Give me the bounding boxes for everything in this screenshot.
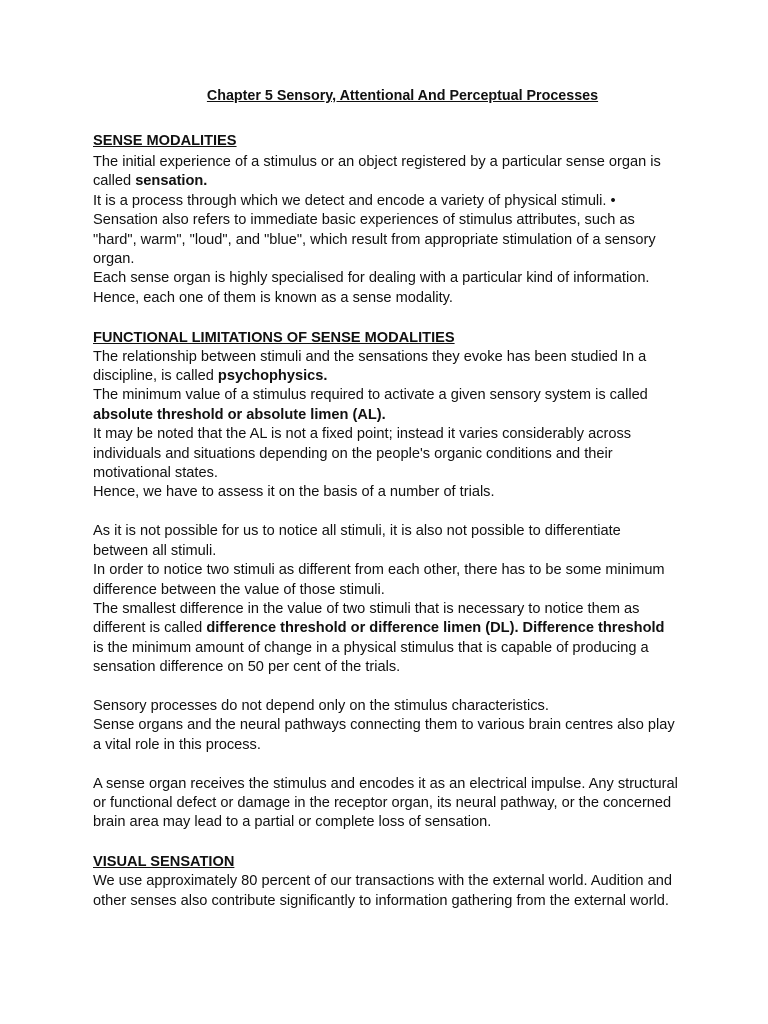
paragraph: [93, 348, 678, 387]
section-heading-visual-sensation: VISUAL SENSATION: [93, 854, 235, 871]
paragraph-text: The minimum value of a stimulus required to activate a given sensory system is called: [93, 387, 648, 404]
paragraph: [93, 153, 678, 192]
paragraph: In order to notice two stimuli as different from each other, there has to be some minimum difference between the value of those stimuli.: [93, 562, 665, 598]
document-title: Chapter 5 Sensory, Attentional And Perceptual Processes: [206, 88, 599, 104]
paragraph: Hence, we have to assess it on the basis of a number of trials.: [93, 484, 495, 501]
paragraph: A sense organ receives the stimulus and encodes it as an electrical impulse. Any structural or functional defect or damage in the receptor organ, its neural pathway, or the concerned brain area may lead to a partial or complete loss of sensation.: [93, 775, 678, 831]
paragraph: [93, 386, 678, 425]
paragraph: Each sense organ is highly specialised for dealing with a particular kind of information. Hence, each one of them is known as a sense modality.: [93, 270, 650, 306]
paragraph-text: The smallest difference in the value of two stimuli that is necessary to notice them as different is called: [93, 600, 640, 637]
paragraph: As it is not possible for us to notice all stimuli, it is also not possible to differentiate between all stimuli.: [93, 523, 621, 559]
paragraph: We use approximately 80 percent of our transactions with the external world. Audition and other senses also contribute significantly to information gathering from the external world.: [93, 873, 672, 909]
paragraph-text: The initial experience of a stimulus or an object registered by a particular sense organ is called: [93, 154, 661, 190]
paragraph-text: The relationship between stimuli and the sensations they evoke has been studied In a discipline, is called: [93, 348, 647, 385]
paragraph: Sensory processes do not depend only on the stimulus characteristics.: [93, 697, 549, 714]
paragraph: It is a process through which we detect and encode a variety of physical stimuli. • Sensation also refers to immediate basic experiences of stimulus attributes, such as "hard", warm", "loud", and "blue", which result from appropriate stimulation of a sensory organ.: [93, 192, 656, 268]
paragraph: [93, 600, 678, 678]
section-heading-sense-modalities: SENSE MODALITIES: [93, 133, 237, 149]
bold-term: psychophysics.: [217, 368, 328, 385]
paragraph-text: is the minimum amount of change in a physical stimulus that is capable of producing a sensation difference on 50 per cent of the trials.: [93, 639, 649, 676]
paragraph: Sense organs and the neural pathways connecting them to various brain centres also play a vital role in this process.: [93, 717, 675, 753]
section-heading-functional-limitations: FUNCTIONAL LIMITATIONS OF SENSE MODALITIES: [93, 329, 455, 346]
bold-term: absolute threshold or absolute limen (AL).: [93, 406, 386, 423]
bold-term: difference threshold or difference limen (DL). Difference threshold: [206, 620, 665, 637]
bold-term: sensation.: [135, 173, 208, 190]
paragraph: It may be noted that the AL is not a fixed point; instead it varies considerably across individuals and situations depending on the people's organic conditions and their motivational states.: [93, 426, 632, 482]
